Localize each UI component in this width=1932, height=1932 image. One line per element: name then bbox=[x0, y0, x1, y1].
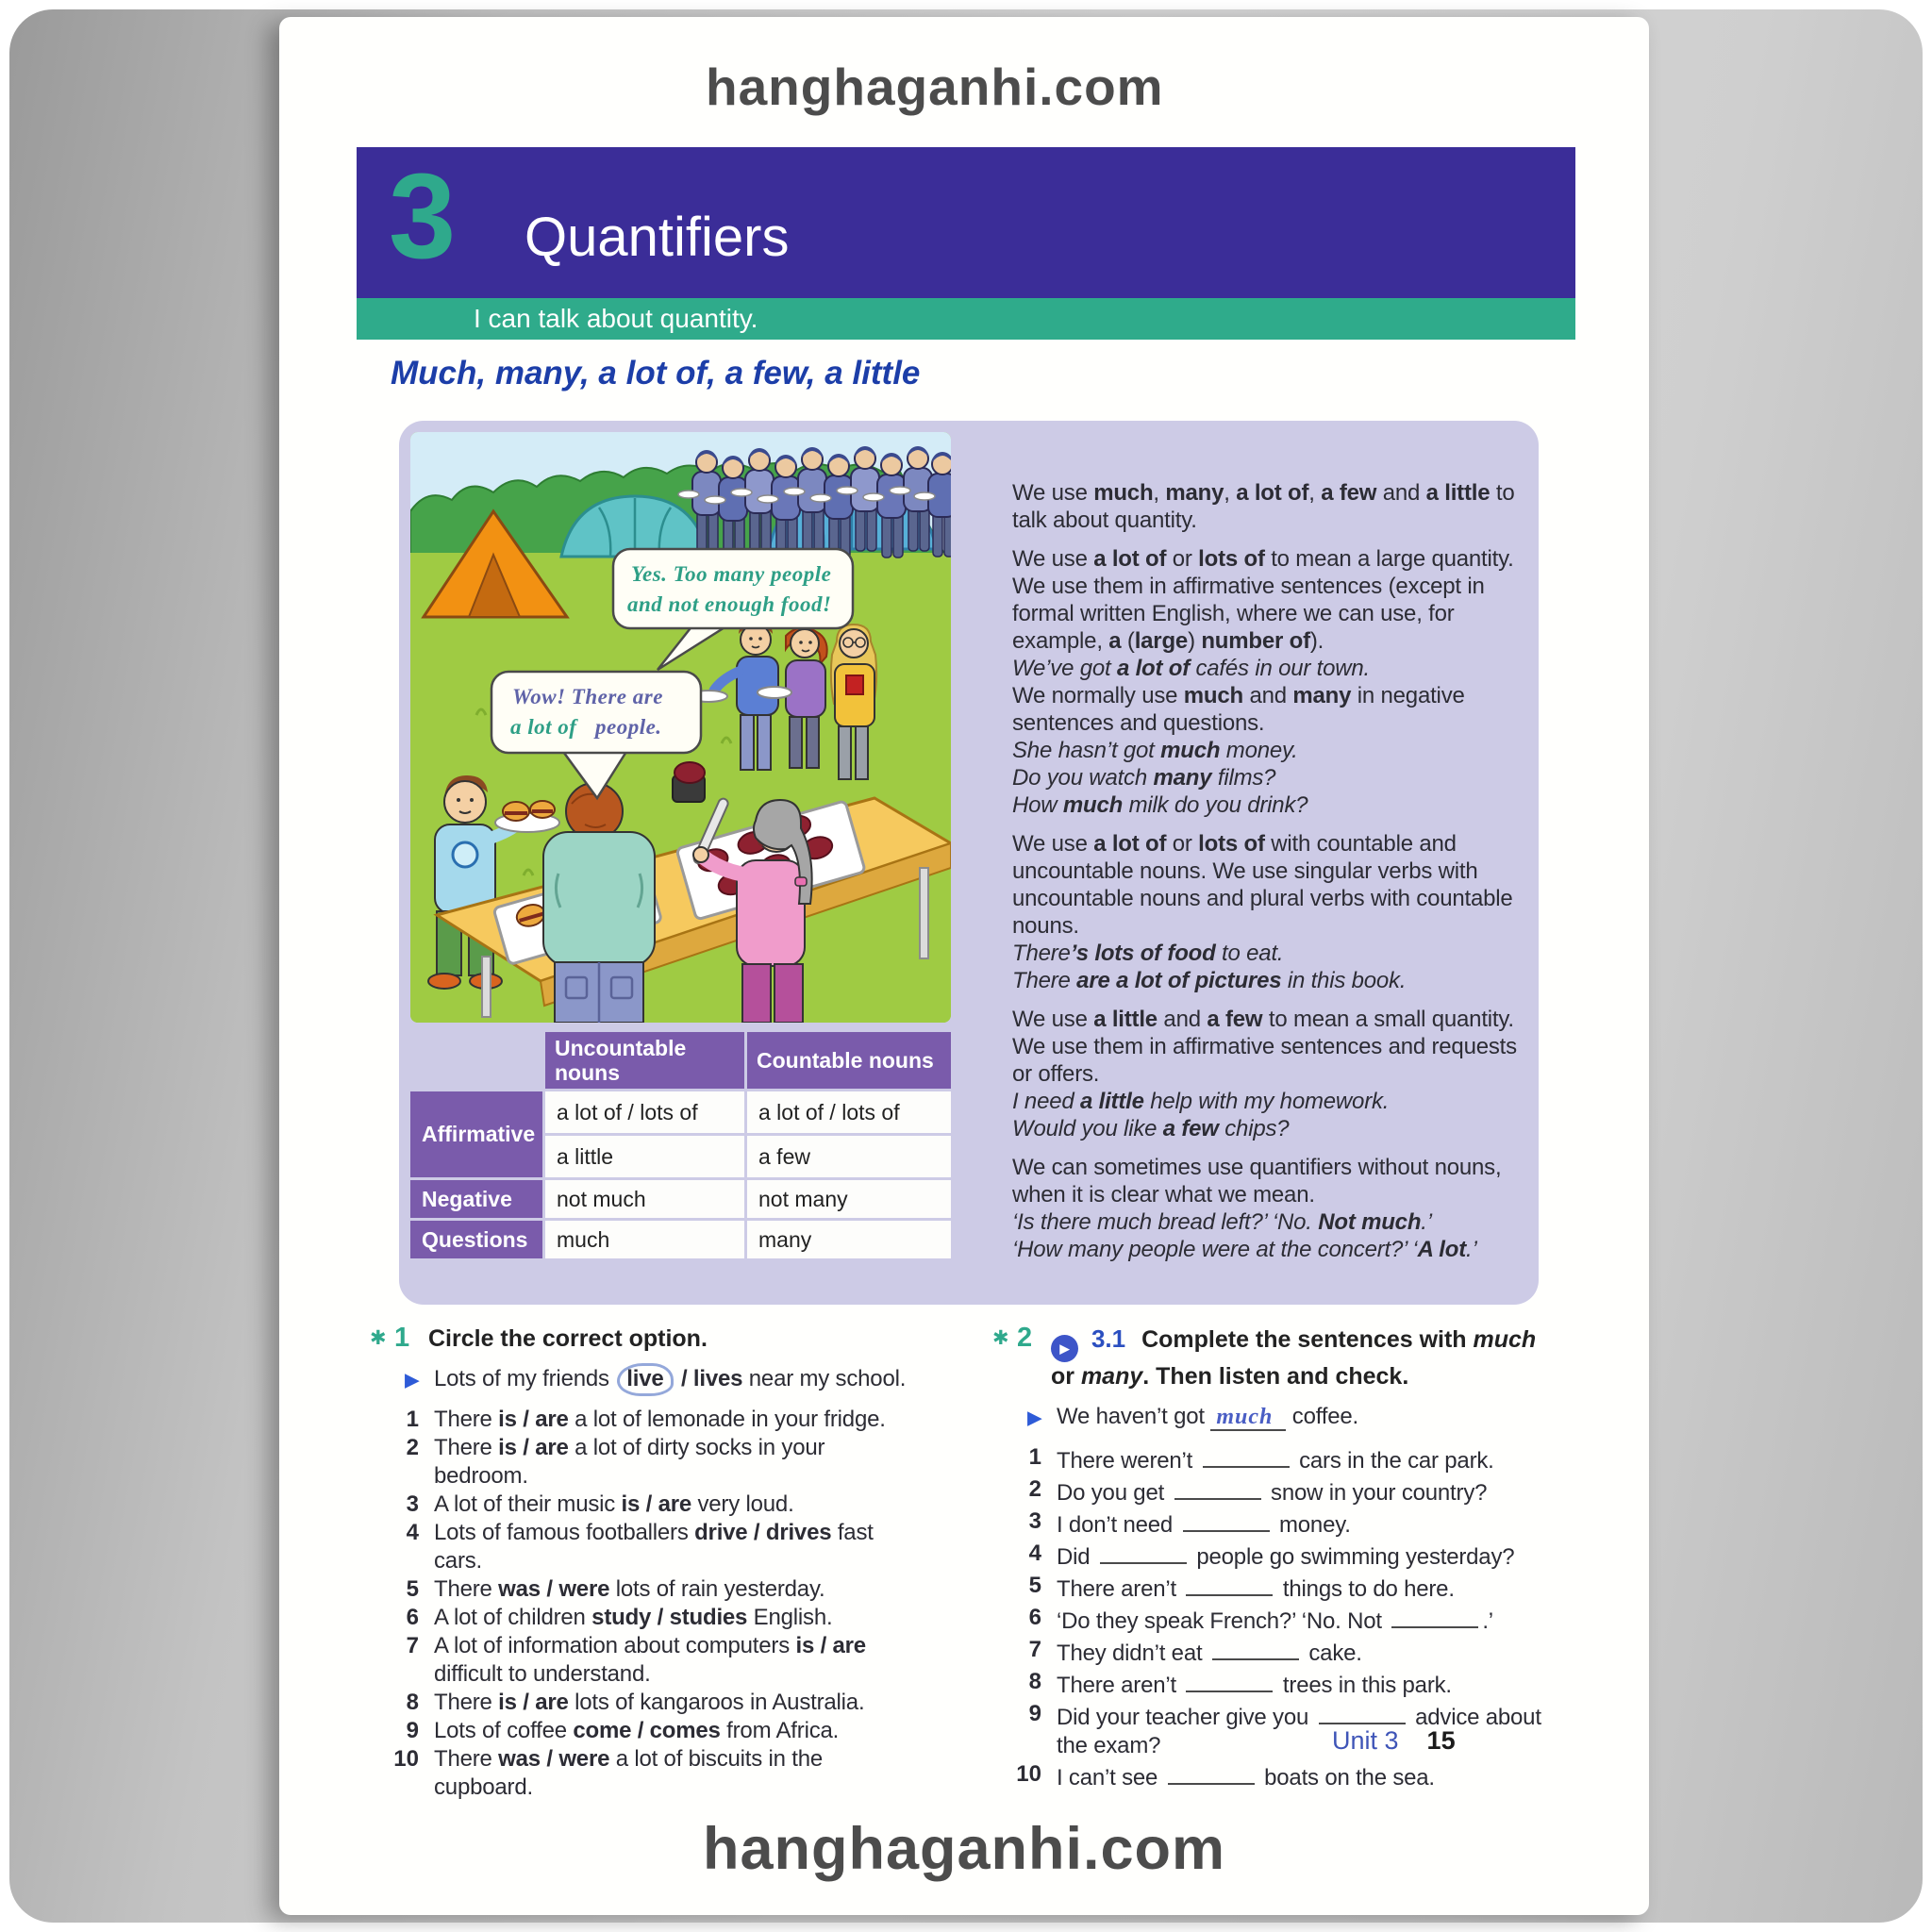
grammar-example-sentence: I need a little help with my homework. bbox=[1012, 1089, 1390, 1114]
grammar-rule-text: We use a little and a few to mean a small quantity. We use them in affirmative sentences and requests or offers. bbox=[1012, 1007, 1517, 1087]
item-number: 10 bbox=[393, 1746, 419, 1772]
table-cell: many bbox=[747, 1221, 951, 1258]
answer-blank bbox=[1168, 1760, 1255, 1785]
table-cell: much bbox=[545, 1221, 744, 1258]
exercise-1 bbox=[370, 1323, 917, 1802]
answer-blank bbox=[1319, 1700, 1406, 1724]
grammar-rule-text: We can sometimes use quantifiers without nouns, when it is clear what we mean. bbox=[1012, 1155, 1502, 1208]
item-number: 2 bbox=[1028, 1476, 1041, 1502]
cartoon-illustration bbox=[410, 432, 951, 1023]
item-number: 1 bbox=[1028, 1444, 1041, 1470]
table-row-label: Affirmative bbox=[410, 1091, 542, 1177]
exercise-item: 9 Did your teacher give you advice about the exam? bbox=[992, 1700, 1564, 1760]
grammar-rule-text: We normally use much and many in negative sentences and questions. bbox=[1012, 683, 1465, 736]
example-arrow-icon: ▶ bbox=[1027, 1408, 1041, 1428]
exercise-item: 5 There aren’t things to do here. bbox=[992, 1572, 1564, 1604]
exercise-item: 6 ‘Do they speak French?’ ‘No. Not .’ bbox=[992, 1604, 1564, 1636]
example-arrow-icon: ▶ bbox=[405, 1371, 419, 1391]
item-number: 3 bbox=[1028, 1508, 1041, 1534]
table-row-label: Questions bbox=[410, 1221, 542, 1258]
item-number: 6 bbox=[406, 1605, 419, 1630]
exercise-item: 5 There was / were lots of rain yesterday. bbox=[370, 1575, 917, 1604]
watermark-top: hanghaganhi.com bbox=[706, 58, 1164, 116]
circled-answer: live bbox=[617, 1363, 673, 1396]
exercise-item: 3 I don’t need money. bbox=[992, 1507, 1564, 1540]
item-number: 5 bbox=[406, 1576, 419, 1602]
table-row-label: Negative bbox=[410, 1180, 542, 1218]
handwritten-answer: much bbox=[1210, 1405, 1286, 1431]
table-column-header: Countable nouns bbox=[747, 1032, 951, 1089]
item-number: 4 bbox=[406, 1520, 419, 1545]
watermark-bottom: hanghaganhi.com bbox=[702, 1816, 1226, 1882]
answer-blank bbox=[1183, 1507, 1270, 1532]
svg-text:Yes. Too many people: Yes. Too many people bbox=[631, 562, 832, 586]
textbook-page bbox=[279, 17, 1649, 1915]
answer-blank bbox=[1186, 1572, 1273, 1596]
table-cell: a lot of / lots of bbox=[747, 1091, 951, 1133]
table-cell: not many bbox=[747, 1180, 951, 1218]
grammar-example-sentence: She hasn’t got much money. bbox=[1012, 738, 1298, 763]
exercise2-header bbox=[992, 1323, 1564, 1391]
audio-play-icon: ▶ bbox=[1051, 1335, 1078, 1362]
svg-text:people.: people. bbox=[595, 715, 662, 739]
grammar-panel bbox=[399, 421, 1539, 1305]
table-cell: a few bbox=[747, 1136, 951, 1177]
answer-blank bbox=[1100, 1540, 1187, 1564]
answer-blank bbox=[1186, 1668, 1273, 1692]
grammar-example-sentence: There are a lot of pictures in this book. bbox=[1012, 968, 1407, 993]
lesson-heading: Much, many, a lot of, a few, a little bbox=[391, 355, 921, 391]
item-number: 8 bbox=[406, 1690, 419, 1715]
footer-unit-label: Unit 3 bbox=[1332, 1726, 1399, 1755]
footer-page-number: 15 bbox=[1426, 1726, 1456, 1755]
grammar-example-sentence: How much milk do you drink? bbox=[1012, 792, 1308, 818]
table-cell: not much bbox=[545, 1180, 744, 1218]
item-number: 8 bbox=[1028, 1669, 1041, 1694]
unit-number: 3 bbox=[389, 149, 457, 284]
grammar-example-sentence: Do you watch many films? bbox=[1012, 765, 1276, 791]
star-icon: ✱ bbox=[992, 1327, 1009, 1349]
exercise2-title-text: Complete the sentences with much or many. Then listen and check. bbox=[1051, 1326, 1537, 1390]
exercise-item: 10 I can’t see boats on the sea. bbox=[992, 1760, 1564, 1792]
exercise-item: 2 There is / are a lot of dirty socks in your bedroom. bbox=[370, 1434, 917, 1491]
item-number: 10 bbox=[1016, 1761, 1041, 1787]
answer-blank bbox=[1391, 1604, 1478, 1628]
grammar-example-sentence: Would you like a few chips? bbox=[1012, 1116, 1290, 1141]
exercise-item: 4 Lots of famous footballers drive / drives fast cars. bbox=[370, 1519, 917, 1575]
grammar-example-sentence: ‘How many people were at the concert?’ ‘A lot.’ bbox=[1012, 1237, 1477, 1262]
exercise-item: 4 Did people go swimming yesterday? bbox=[992, 1540, 1564, 1572]
item-number: 9 bbox=[1028, 1701, 1041, 1726]
svg-text:and not enough food!: and not enough food! bbox=[627, 592, 832, 616]
can-do-statement: I can talk about quantity. bbox=[357, 298, 1575, 340]
exercise2-title bbox=[1051, 1323, 1564, 1391]
exercise-item: 3 A lot of their music is / are very loud. bbox=[370, 1491, 917, 1519]
table-cell: a little bbox=[545, 1136, 744, 1177]
item-number: 2 bbox=[406, 1435, 419, 1460]
answer-blank bbox=[1203, 1443, 1290, 1468]
page-footer bbox=[1332, 1726, 1456, 1756]
audio-track-label: 3.1 bbox=[1091, 1324, 1126, 1353]
unit-title: Quantifiers bbox=[525, 207, 790, 268]
exercise1-items bbox=[370, 1365, 917, 1802]
exercise-example-item: ▶ Lots of my friends live / lives near my school. bbox=[370, 1365, 917, 1395]
grammar-example-sentence: We’ve got a lot of cafés in our town. bbox=[1012, 656, 1370, 681]
item-number: 6 bbox=[1028, 1605, 1041, 1630]
table-cell: a lot of / lots of bbox=[545, 1091, 744, 1133]
exercise-item: 8 There aren’t trees in this park. bbox=[992, 1668, 1564, 1700]
svg-text:a lot of: a lot of bbox=[510, 715, 577, 739]
unit-header-band bbox=[357, 147, 1575, 298]
exercise-item: 8 There is / are lots of kangaroos in Australia. bbox=[370, 1689, 917, 1717]
exercise-2 bbox=[992, 1323, 1564, 1792]
table-column-header: Uncountable nouns bbox=[545, 1032, 744, 1089]
camping-scene bbox=[410, 432, 951, 1023]
grammar-example-sentence: ‘Is there much bread left?’ ‘No. Not much.’ bbox=[1012, 1209, 1432, 1235]
exercise-item: 7 A lot of information about computers is / are difficult to understand. bbox=[370, 1632, 917, 1689]
grammar-example-sentence: There’s lots of food to eat. bbox=[1012, 941, 1284, 966]
item-number: 1 bbox=[406, 1407, 419, 1432]
item-number: 7 bbox=[406, 1633, 419, 1658]
exercise2-items bbox=[992, 1403, 1564, 1792]
answer-blank bbox=[1174, 1475, 1261, 1500]
exercise-item: 9 Lots of coffee come / comes from Africa. bbox=[370, 1717, 917, 1745]
exercise2-number: 2 bbox=[1017, 1323, 1033, 1353]
grammar-rule-text: We use much, many, a lot of, a few and a little to talk about quantity. bbox=[1012, 480, 1515, 533]
table-corner-cell bbox=[410, 1032, 542, 1089]
exercise-item: 7 They didn’t eat cake. bbox=[992, 1636, 1564, 1668]
grammar-rule-text: We use a lot of or lots of to mean a large quantity. We use them in affirmative sentences (except in formal written English, where we can use, for example, a (large) number of). bbox=[1012, 546, 1514, 654]
exercise1-header bbox=[370, 1323, 917, 1354]
exercise1-number: 1 bbox=[394, 1323, 410, 1353]
item-number: 9 bbox=[406, 1718, 419, 1743]
quantifiers-table bbox=[410, 1032, 951, 1258]
item-number: 3 bbox=[406, 1491, 419, 1517]
svg-text:Wow! There are: Wow! There are bbox=[512, 685, 663, 708]
grammar-rule-text: We use a lot of or lots of with countable and uncountable nouns. We use singular verbs with uncountable nouns and plural verbs with countable nouns. bbox=[1012, 831, 1513, 939]
exercise1-title: Circle the correct option. bbox=[428, 1325, 708, 1352]
star-icon: ✱ bbox=[370, 1327, 387, 1349]
grammar-rules bbox=[1012, 479, 1522, 1263]
item-number: 4 bbox=[1028, 1541, 1041, 1566]
item-number: 7 bbox=[1028, 1637, 1041, 1662]
answer-blank bbox=[1212, 1636, 1299, 1660]
exercise-item: 10 There was / were a lot of biscuits in the cupboard. bbox=[370, 1745, 917, 1802]
item-number: 5 bbox=[1028, 1573, 1041, 1598]
exercise-example-item: ▶ We haven’t got much coffee. bbox=[1027, 1404, 1359, 1429]
exercise-item: 6 A lot of children study / studies English. bbox=[370, 1604, 917, 1632]
exercise-item: 1 There weren’t cars in the car park. bbox=[992, 1443, 1564, 1475]
exercise-item: 1 There is / are a lot of lemonade in your fridge. bbox=[370, 1406, 917, 1434]
exercise-item: 2 Do you get snow in your country? bbox=[992, 1475, 1564, 1507]
